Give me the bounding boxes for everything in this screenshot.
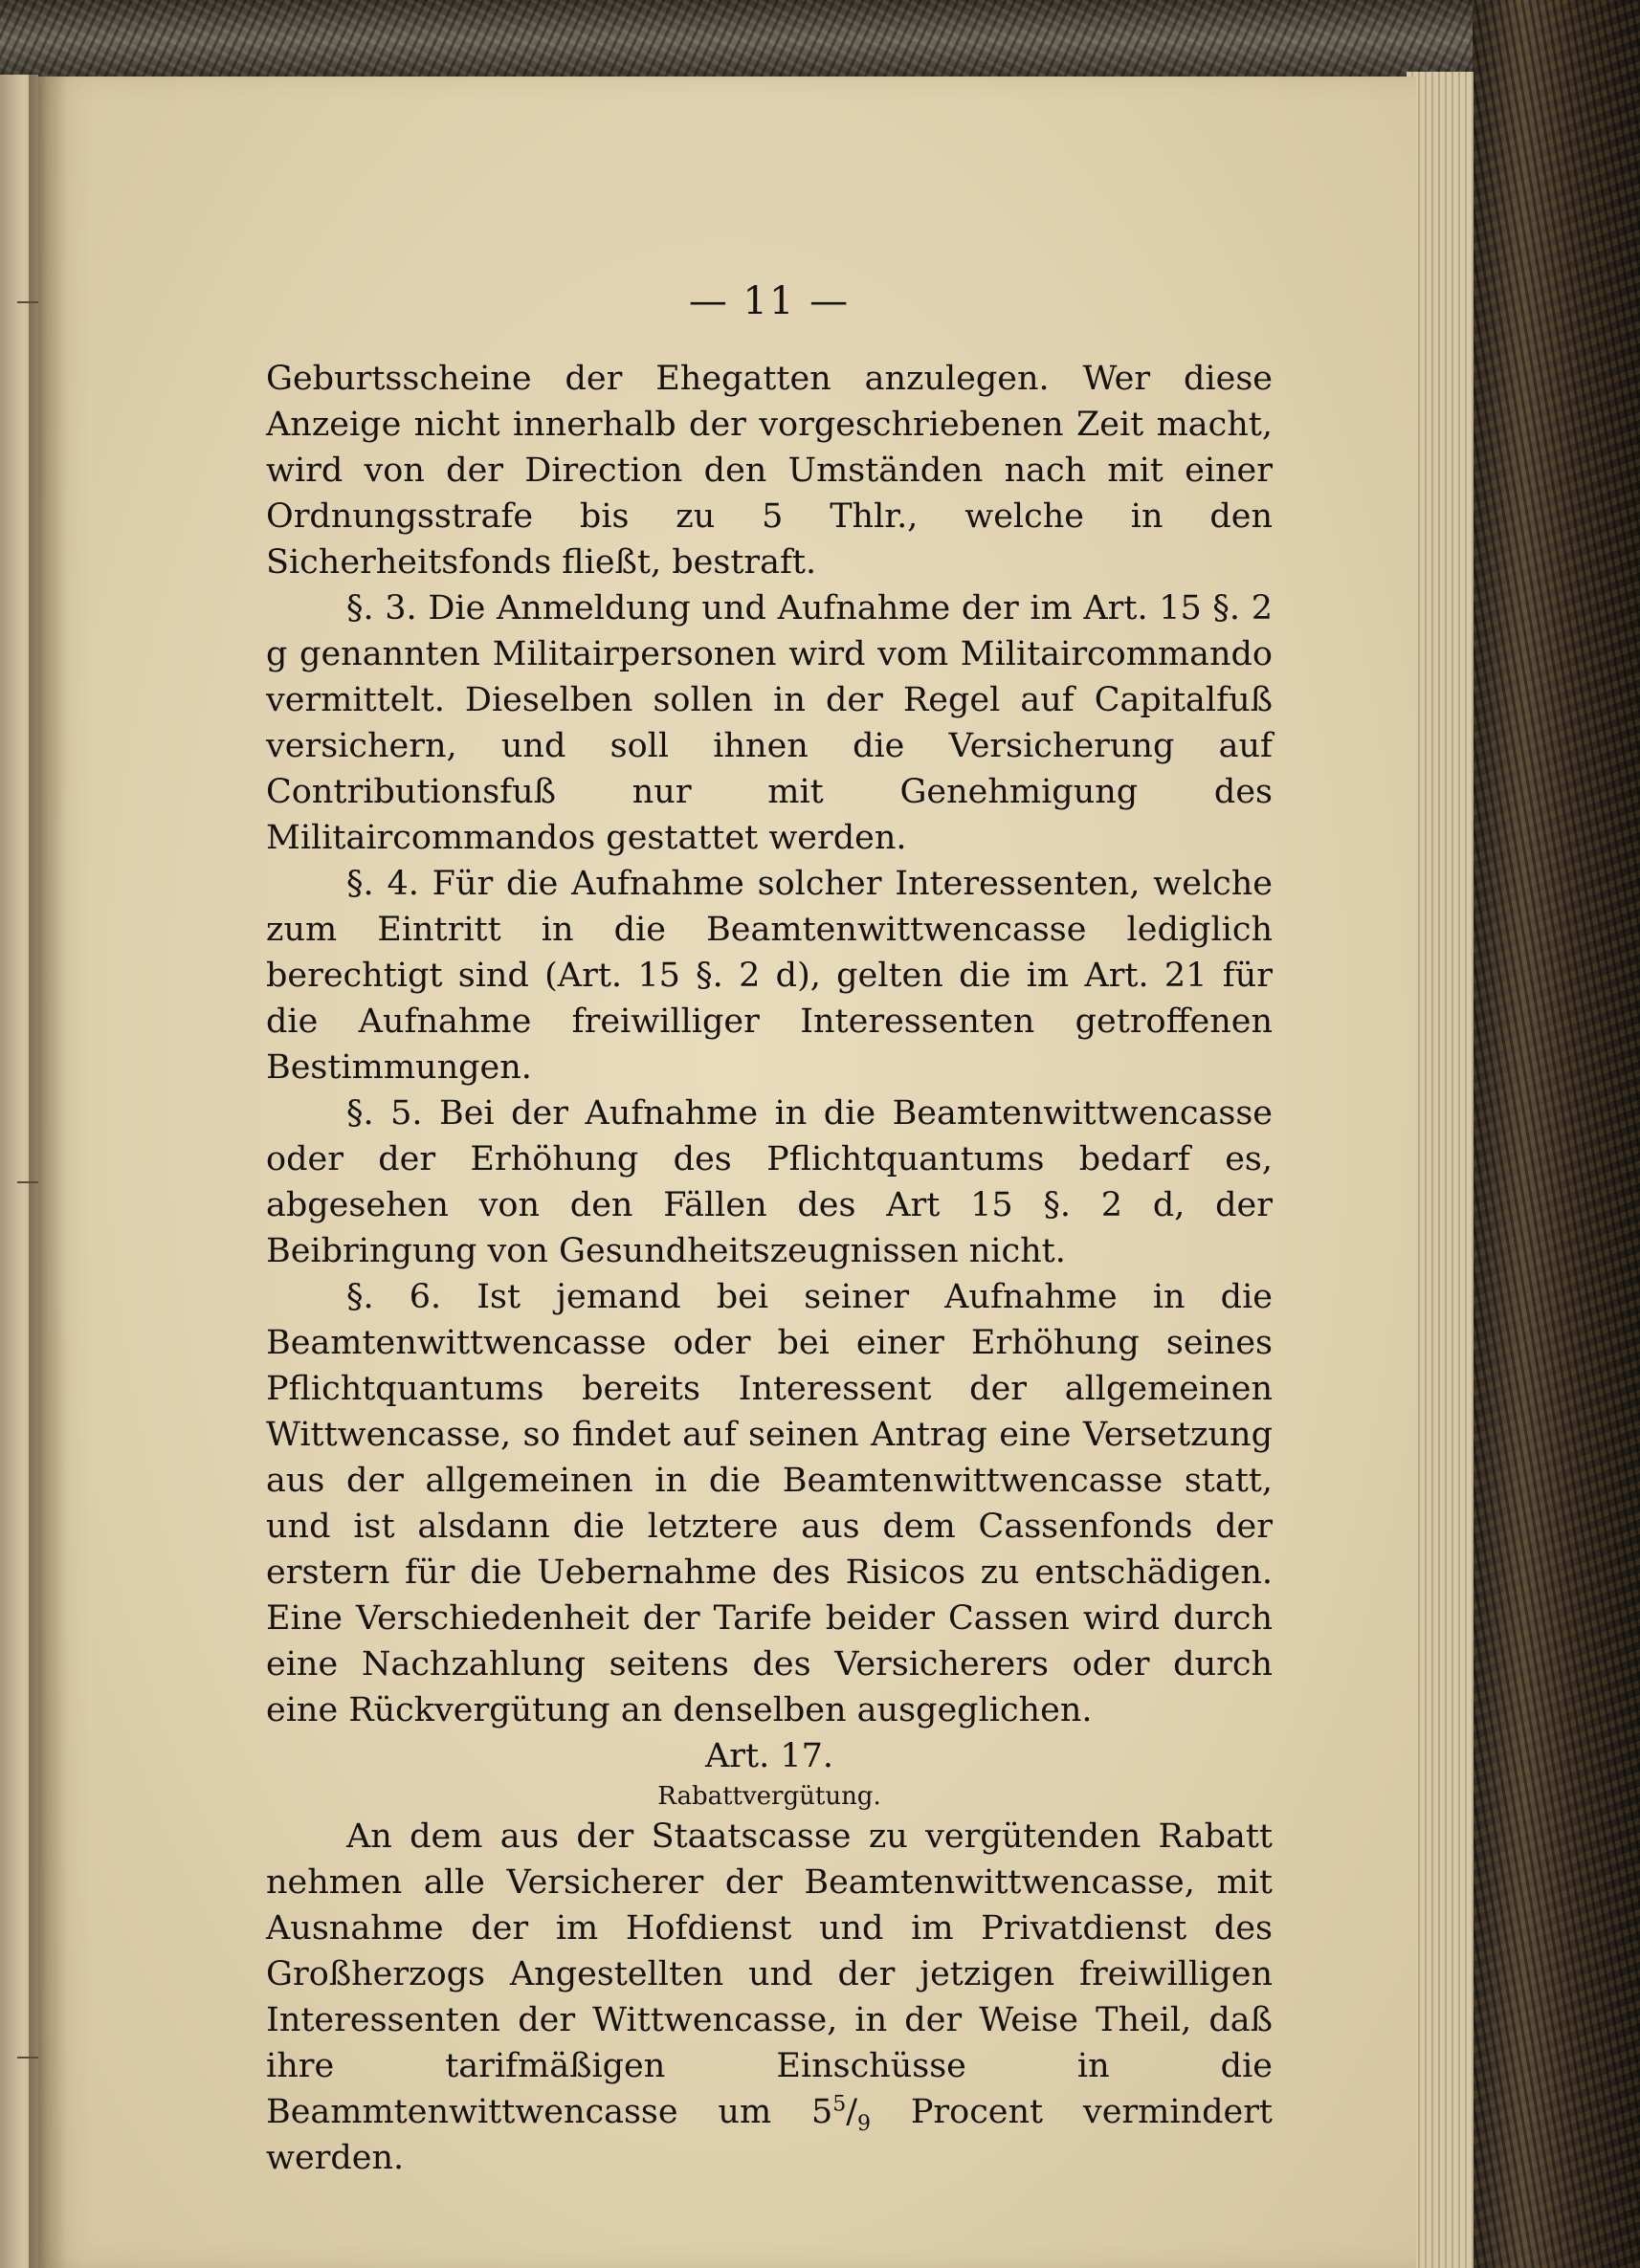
page-gutter-shadow bbox=[29, 75, 67, 2268]
article-subheading: Rabattvergütung. bbox=[657, 1782, 881, 1811]
page-sheet bbox=[38, 77, 1416, 2268]
paragraph-section-5: §. 5. Bei der Aufnahme in die Beamtenwittwencasse oder der Erhöhung des Pflichtquantums bedarf es, abgesehen von den Fällen des Art 15 §. 2 d, der Beibringung von Gesundheitszeugnissen nicht. bbox=[266, 1094, 1273, 1270]
fraction-denominator: 9 bbox=[857, 2112, 872, 2136]
fraction-numerator: 5 bbox=[832, 2092, 847, 2117]
book-cover-right bbox=[1473, 0, 1640, 2268]
binding-stitch bbox=[17, 2057, 38, 2059]
binding-stitch bbox=[17, 301, 38, 303]
article-text-before: An dem aus der Staatscasse zu vergütenden Rabatt nehmen alle Versicherer der Beamtenwittwencasse, mit Ausnahme der im Hofdienst und im Privatdienst des Großherzogs Angestellten und der jetzigen freiwilligen Interessenten der Wittwencasse, in der Weise Theil, daß ihre tarifmäßigen Einschüsse in die Beammtenwittwencasse um 5 bbox=[266, 1817, 1273, 2131]
paragraph-section-4: §. 4. Für die Aufnahme solcher Interessenten, welche zum Eintritt in die Beamtenwittwencasse lediglich berechtigt sind (Art. 15 §. 2 d), gelten die im Art. 21 für die Aufnahme freiwilliger Interessenten getroffenen Bestimmungen. bbox=[266, 865, 1273, 1087]
page-body bbox=[266, 356, 1273, 2181]
paragraph-continuation: Geburtsscheine der Ehegatten anzulegen. Wer diese Anzeige nicht innerhalb der vorgeschriebenen Zeit macht, wird von der Direction den Umständen nach mit einer Ordnungsstrafe bis zu 5 Thlr., welche in den Sicherheitsfonds fließt, bestraft. bbox=[266, 360, 1273, 582]
page-edges bbox=[1407, 72, 1474, 2268]
article-text-after: Procent vermindert werden. bbox=[266, 2093, 1273, 2177]
paragraph-section-3: §. 3. Die Anmeldung und Aufnahme der im Art. 15 §. 2 g genannten Militairpersonen wird vom Militaircommando vermittelt. Dieselben sollen in der Regel auf Capitalfuß versichern, und soll ihnen die Versicherung auf Contributionsfuß nur mit Genehmigung des Militaircommandos gestattet werden. bbox=[266, 589, 1273, 857]
paragraph-section-6: §. 6. Ist jemand bei seiner Aufnahme in die Beamtenwittwencasse oder bei einer Erhöhung seines Pflichtquantums bereits Interessent der allgemeinen Wittwencasse, so findet auf seinen Antrag eine Versetzung aus der allgemeinen in die Beamtenwittwencasse statt, und ist alsdann die letztere aus dem Cassenfonds der erstern für die Uebernahme des Risicos zu entschädigen. Eine Verschiedenheit der Tarife beider Cassen wird durch eine Nachzahlung seitens des Versicherers oder durch eine Rückvergütung an denselben ausgeglichen. bbox=[266, 1278, 1273, 1729]
binding-stitch bbox=[17, 1181, 38, 1183]
article-heading: Art. 17. bbox=[705, 1737, 833, 1775]
page-number: — 11 — bbox=[688, 279, 851, 323]
article-paragraph: An dem aus der Staatscasse zu vergütenden Rabatt nehmen alle Versicherer der Beamtenwittwencasse, mit Ausnahme der im Hofdienst und im Privatdienst des Großherzogs Angestellten und der jetzigen freiwilligen Interessenten der Wittwencasse, in der Weise Theil, daß ihre tarifmäßigen Einschüsse in die Beammtenwittwencasse um $5^5/_9$ Procent vermindert werden. bbox=[266, 1817, 1273, 2177]
